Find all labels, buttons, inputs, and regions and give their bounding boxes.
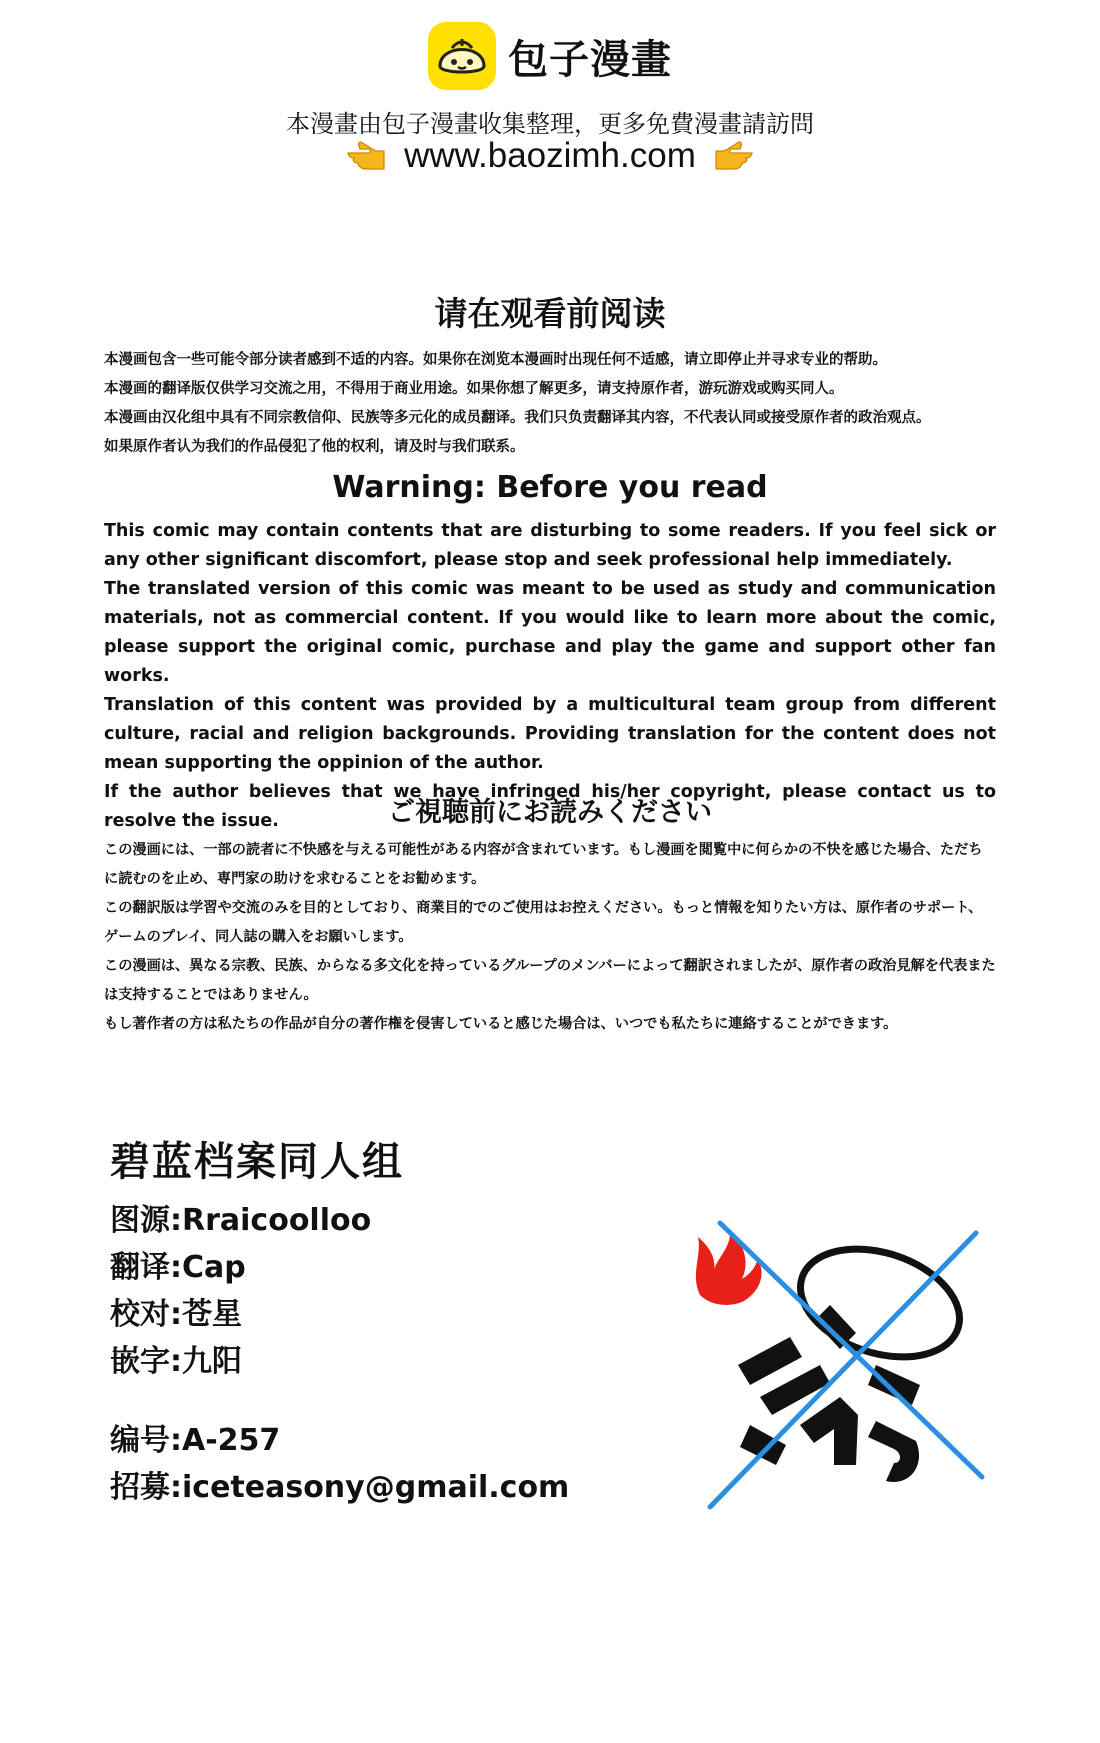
credits-block [110, 1130, 569, 1511]
jp-notice-paragraph: もし著作者の方は私たちの作品が自分の著作権を侵害していると感じた場合は、いつでも私たちに連絡することができます。 [104, 1016, 898, 1032]
brand-subtitle: 本漫畫由包子漫畫收集整理，更多免費漫畫請訪問 [286, 110, 814, 138]
jp-notice-paragraph: この漫画には、一部の読者に不快感を与える可能性がある内容が含まれています。もし漫画を閲覧中に何らかの不快を感じた場合、ただちに読むのを止め、専門家の助けを求むることをお勧めます。 [104, 842, 983, 887]
en-notice-paragraph: This comic may contain contents that are disturbing to some readers. If you feel sick or any other significant discomfort, please stop and seek professional help immediately. [104, 521, 996, 570]
flame-shape [696, 1229, 762, 1305]
credit-translator: 翻译:Cap [110, 1250, 246, 1285]
credit-spacer [110, 1385, 569, 1417]
cn-notice-line: 本漫画包含一些可能令部分读者感到不适的内容。如果你在浏览本漫画时出现任何不适感，请立即停止并寻求专业的帮助。 [104, 352, 887, 368]
brand-url-row [0, 136, 1100, 176]
pointing-hand-icon [346, 139, 386, 173]
jp-notice-paragraph: この漫画は、異なる宗教、民族、からなる多文化を持っているグループのメンバーによって翻訳されましたが、原作者の政治見解を代表または支持することではありません。 [104, 958, 996, 1003]
credit-number: 编号:A-257 [110, 1423, 281, 1458]
en-notice-title: Warning: Before you read [332, 470, 768, 505]
credit-proofreader: 校对:苍星 [110, 1297, 242, 1332]
cn-notice-title: 请在观看前阅读 [434, 294, 666, 333]
credit-recruit-email[interactable]: 招募:iceteasony@gmail.com [110, 1470, 570, 1505]
en-notice-paragraph: If the author believes that we have infringed his/her copyright, please contact us to resolve the issue. [104, 782, 996, 831]
credit-source: 图源:Rraicoolloo [110, 1203, 372, 1238]
group-emblem-icon [680, 1215, 1000, 1515]
cn-notice-line: 如果原作者认为我们的作品侵犯了他的权利，请及时与我们联系。 [104, 439, 525, 455]
cn-notice-line: 本漫画的翻译版仅供学习交流之用，不得用于商业用途。如果你想了解更多，请支持原作者，游玩游戏或购买同人。 [104, 381, 844, 397]
group-name: 碧蓝档案同人组 [110, 1139, 404, 1185]
cn-notice-line: 本漫画由汉化组中具有不同宗教信仰、民族等多元化的成员翻译。我们只负责翻译其内容，不代表认同或接受原作者的政治观点。 [104, 410, 931, 426]
site-url-link[interactable]: www.baozimh.com [404, 136, 696, 175]
en-notice-paragraph: The translated version of this comic was meant to be used as study and communication materials, not as commercial content. If you would like to learn more about the comic, please support the original comic, purchase and play the game and support other fan works. [104, 579, 996, 686]
baozi-bun-icon [428, 22, 496, 90]
pointing-hand-icon [714, 139, 754, 173]
jp-notice-paragraph: この翻訳版は学習や交流のみを目的としており、商業目的でのご使用はお控えください。もっと情報を知りたい方は、原作者のサポート、ゲームのプレイ、同人誌の購入をお願いします。 [104, 900, 983, 945]
en-notice-paragraph: Translation of this content was provided by a multicultural team group from different culture, racial and religion backgrounds. Providing translation for the content does not mean supporting the oppinion of the author. [104, 695, 996, 773]
jp-notice-title: ご視聴前にお読みください [388, 797, 712, 828]
jp-notice-body [104, 836, 996, 1039]
ring-shape [787, 1230, 974, 1376]
brand-header [0, 22, 1100, 90]
cn-notice-body [104, 346, 996, 462]
credit-typesetter: 嵌字:九阳 [110, 1344, 242, 1379]
brand-name: 包子漫畫 [508, 36, 672, 83]
en-notice-body [104, 517, 996, 836]
